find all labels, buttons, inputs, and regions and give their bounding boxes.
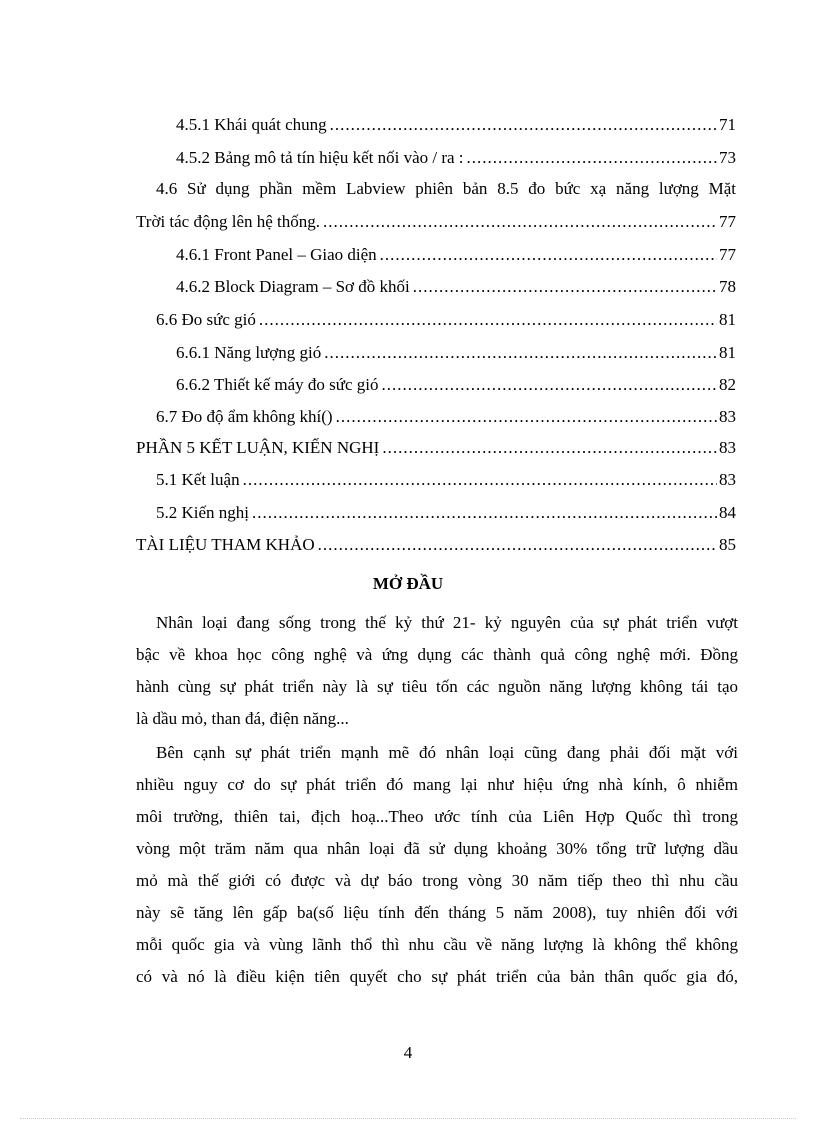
toc-entry-label: Trời tác động lên hệ thống. bbox=[136, 212, 321, 231]
toc-page-number: 77 bbox=[719, 212, 736, 231]
toc-page-number: 78 bbox=[719, 277, 736, 296]
toc-entry-references[interactable] bbox=[136, 534, 736, 556]
toc-entry-label: 6.6.1 Năng lượng gió bbox=[176, 343, 322, 362]
paragraph-line: là dầu mỏ, than đá, điện năng... bbox=[136, 709, 349, 728]
toc-entry-label: 6.6.2 Thiết kế máy đo sức gió bbox=[176, 375, 379, 394]
toc-entry-label: TÀI LIỆU THAM KHẢO bbox=[136, 535, 315, 554]
section-heading: MỞ ĐẦU bbox=[372, 574, 444, 593]
paragraph-line: hành cùng sự phát triển này là sự tiêu tốn các nguồn năng lượng không tái tạo bbox=[136, 677, 738, 696]
page-bottom-divider bbox=[20, 1118, 796, 1119]
toc-entry-4-5-2[interactable] bbox=[176, 147, 736, 169]
toc-page-number: 84 bbox=[719, 503, 736, 522]
toc-leader-dots bbox=[413, 276, 717, 298]
paragraph-line: bậc về khoa học công nghệ và ứng dụng các thành quả công nghệ mới. Đồng bbox=[136, 645, 738, 664]
toc-entry-4-5-1[interactable] bbox=[176, 114, 736, 136]
toc-leader-dots bbox=[259, 309, 717, 331]
toc-entry-5-2[interactable] bbox=[156, 502, 736, 524]
toc-entry-6-7[interactable] bbox=[156, 406, 736, 428]
toc-page-number: 73 bbox=[719, 148, 736, 167]
paragraph-line: mỗi quốc gia và vùng lãnh thổ thì nhu cầu về năng lượng là không thể không bbox=[136, 935, 738, 954]
toc-leader-dots bbox=[323, 211, 717, 233]
toc-leader-dots bbox=[380, 244, 717, 266]
toc-entry-label: 6.6 Đo sức gió bbox=[156, 310, 256, 329]
toc-leader-dots bbox=[243, 469, 717, 491]
toc-entry-label: 5.2 Kiến nghị bbox=[156, 503, 250, 522]
toc-leader-dots bbox=[336, 406, 717, 428]
toc-entry-6-6-2[interactable] bbox=[176, 374, 736, 396]
toc-entry-label: 4.5.1 Khái quát chung bbox=[176, 115, 327, 134]
toc-entry-4-6-2[interactable] bbox=[176, 276, 736, 298]
paragraph-line: nhiều nguy cơ do sự phát triển đó mang lại như hiệu ứng nhà kính, ô nhiễm bbox=[136, 775, 738, 794]
paragraph-line: này sẽ tăng lên gấp ba(số liệu tính đến tháng 5 năm 2008), tuy nhiên đối với bbox=[136, 903, 738, 922]
toc-entry-phan-5[interactable] bbox=[136, 437, 736, 459]
toc-page-number: 83 bbox=[719, 438, 736, 457]
toc-entry-label: 4.5.2 Bảng mô tả tín hiệu kết nối vào / ra : bbox=[176, 148, 464, 167]
toc-page-number: 83 bbox=[719, 407, 736, 426]
toc-entry-label: 4.6.1 Front Panel – Giao diện bbox=[176, 245, 377, 264]
toc-page-number: 82 bbox=[719, 375, 736, 394]
toc-leader-dots bbox=[330, 114, 717, 136]
toc-entry-6-6-1[interactable] bbox=[176, 342, 736, 364]
toc-leader-dots bbox=[318, 534, 717, 556]
toc-page-number: 81 bbox=[719, 310, 736, 329]
toc-entry-label: PHẦN 5 KẾT LUẬN, KIẾN NGHỊ bbox=[136, 438, 380, 457]
toc-entry-label: 5.1 Kết luận bbox=[156, 470, 240, 489]
paragraph-line: Bên cạnh sự phát triển mạnh mẽ đó nhân loại cũng đang phải đối mặt với bbox=[156, 743, 738, 762]
paragraph-line: vòng một trăm năm qua nhân loại đã sử dụng khoảng 30% tổng trữ lượng dầu bbox=[136, 839, 738, 858]
toc-leader-dots bbox=[324, 342, 717, 364]
toc-entry-4-6-line2[interactable] bbox=[136, 211, 736, 233]
toc-entry-4-6-1[interactable] bbox=[176, 244, 736, 266]
page-number: 4 bbox=[403, 1043, 413, 1062]
paragraph-line: có và nó là điều kiện tiên quyết cho sự phát triển của bản thân quốc gia đó, bbox=[136, 967, 738, 986]
toc-page-number: 71 bbox=[719, 115, 736, 134]
toc-leader-dots bbox=[252, 502, 717, 524]
toc-entry-label: 6.7 Đo độ ẩm không khí() bbox=[156, 407, 333, 426]
toc-entry-5-1[interactable] bbox=[156, 469, 736, 491]
toc-leader-dots bbox=[381, 374, 717, 396]
toc-leader-dots bbox=[382, 437, 717, 459]
toc-entry-4-6-line1[interactable]: 4.6 Sử dụng phần mềm Labview phiên bản 8.5 đo bức xạ năng lượng Mặt bbox=[156, 179, 736, 198]
toc-leader-dots bbox=[467, 147, 717, 169]
paragraph-line: Nhân loại đang sống trong thế kỷ thứ 21- kỷ nguyên của sự phát triển vượt bbox=[156, 613, 738, 632]
toc-page-number: 83 bbox=[719, 470, 736, 489]
body-paragraph bbox=[136, 737, 738, 993]
paragraph-line: môi trường, thiên tai, địch hoạ...Theo ước tính của Liên Hợp Quốc thì trong bbox=[136, 807, 738, 826]
toc-entry-label: 4.6.2 Block Diagram – Sơ đồ khối bbox=[176, 277, 410, 296]
toc-entry-6-6[interactable] bbox=[156, 309, 736, 331]
toc-page-number: 81 bbox=[719, 343, 736, 362]
body-paragraph bbox=[136, 607, 738, 735]
toc-page-number: 77 bbox=[719, 245, 736, 264]
paragraph-line: mỏ mà thế giới có được và dự báo trong vòng 30 năm tiếp theo thì nhu cầu bbox=[136, 871, 738, 890]
toc-page-number: 85 bbox=[719, 535, 736, 554]
